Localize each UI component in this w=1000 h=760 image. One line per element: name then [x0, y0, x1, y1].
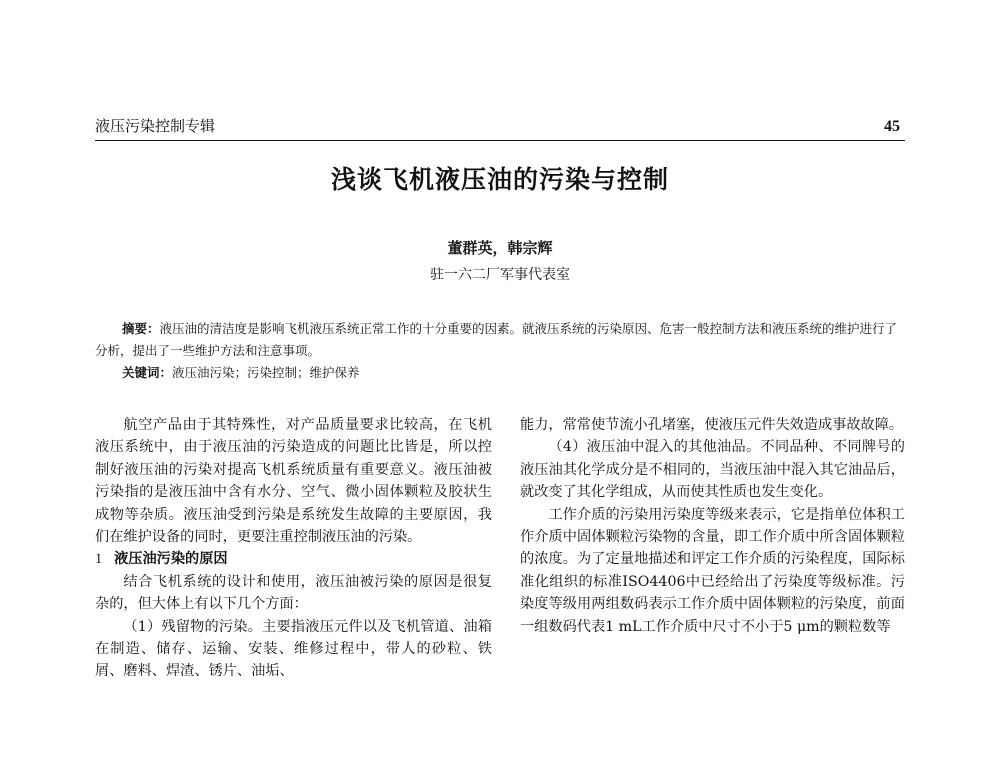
abstract-label: 摘要： — [122, 321, 160, 336]
abstract-paragraph — [95, 318, 907, 362]
body-paragraph: 结合飞机系统的设计和使用，液压油被污染的原因是很复杂的，但大体上有以下几个方面： — [95, 573, 492, 613]
body-paragraph: （4）液压油中混入的其他油品。不同品种、不同牌号的液压油其化学成分是不相同的，当液压油中混入其它油品后，就改变了其化学组成，从而使其性质也发生变化。 — [520, 439, 905, 501]
article-title: 浅谈飞机液压油的污染与控制 — [330, 165, 669, 194]
section-number: 1 — [95, 551, 103, 568]
body-column-right — [520, 414, 905, 638]
author-affiliation: 驻一六二厂军事代表室 — [430, 267, 570, 283]
header-rule — [95, 140, 905, 141]
body-column-left — [95, 414, 492, 683]
body-paragraph: （1）残留物的污染。主要指液压元件以及飞机管道、油箱在制造、储存、运输、安装、维修过程中，带人的砂粒、铁屑、磨料、焊渣、锈片、油垢、 — [95, 618, 492, 680]
journal-section-title: 液压污染控制专辑 — [95, 117, 216, 135]
abstract-block — [95, 318, 907, 384]
section-title: 液压油污染的原因 — [114, 551, 228, 568]
body-paragraph: 能力，常常使节流小孔堵塞，使液压元件失效造成事故故障。 — [520, 417, 904, 433]
section-heading — [95, 548, 492, 570]
running-header — [95, 115, 900, 136]
body-paragraph: 工作介质的污染用污染度等级来表示，它是指单位体积工作介质中固体颗粒污染物的含量，即工作介质中所含固体颗粒的浓度。为了定量地描述和评定工作介质的污染程度，国际标准化组织的标准ISO4406中已经给出了污染度等级标准。污染度等级用两组数码表示工作介质中固体颗粒的污染度，前面一组数码代表1 mL工作介质中尺寸不小于5 μm的颗粒数等 — [520, 506, 905, 635]
keywords-label: 关键词： — [122, 365, 173, 380]
page-number: 45 — [884, 118, 900, 135]
keywords-text: 液压油污染；污染控制；维护保养 — [172, 365, 360, 380]
abstract-text: 液压油的清洁度是影响飞机液压系统正常工作的十分重要的因素。就液压系统的污染原因、危害一般控制方法和液压系统的维护进行了分析，提出了一些维护方法和注意事项。 — [95, 321, 898, 358]
keywords-line — [95, 362, 907, 384]
body-paragraph: 航空产品由于其特殊性，对产品质量要求比较高，在飞机液压系统中，由于液压油的污染造成的问题比比皆是，所以控制好液压油的污染对提高飞机系统质量有重要意义。液压油被污染指的是液压油中含有水分、空气、微小固体颗粒及胶状生成物等杂质。液压油受到污染是系统发生故障的主要原因，我们在维护设备的同时，更要注重控制液压油的污染。 — [95, 417, 492, 546]
article-authors: 董群英，韩宗辉 — [447, 239, 553, 257]
